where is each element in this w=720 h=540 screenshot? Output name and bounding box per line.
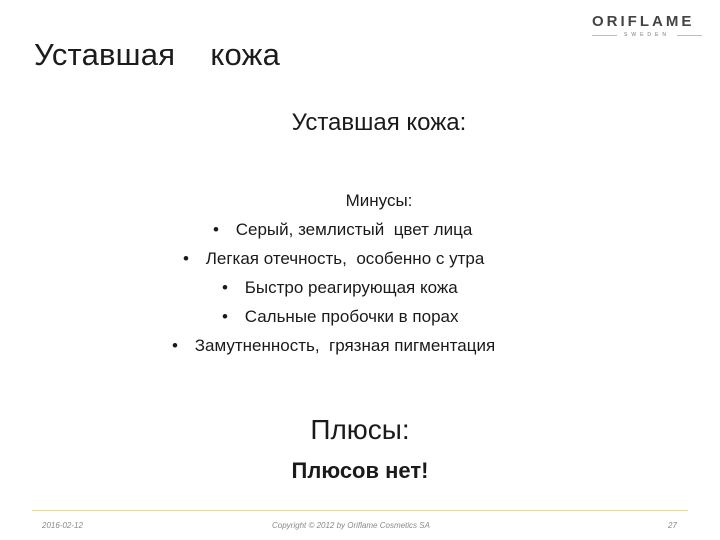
list-item-text: Серый, землистый цвет лица	[235, 220, 473, 239]
footer-copyright: Copyright © 2012 by Oriflame Cosmetics SA	[272, 521, 430, 530]
bullet-icon: •	[222, 278, 228, 297]
logo-subtext: SWEDEN	[624, 32, 670, 38]
pros-text: Плюсов нет!	[291, 458, 429, 483]
logo-wordmark: ORIFLAME	[592, 13, 695, 30]
list-item-text: Легкая отечность, особенно с утра	[205, 249, 485, 268]
list-item	[222, 277, 458, 299]
list-item	[172, 335, 495, 357]
footer-divider	[32, 510, 688, 511]
list-item-text: Сальные пробочки в порах	[244, 307, 459, 326]
bullet-icon: •	[222, 307, 228, 326]
footer-date: 2016-02-12	[42, 521, 83, 530]
list-item-text: Быстро реагирующая кожа	[244, 278, 458, 297]
list-item-text: Замутненность, грязная пигментация	[194, 336, 496, 355]
bullet-icon: •	[183, 249, 189, 268]
logo-rule-right	[677, 35, 702, 36]
slide-title: Уставшая кожа	[34, 37, 281, 72]
page-number: 27	[668, 521, 677, 530]
list-item	[183, 248, 484, 270]
list-item	[213, 219, 472, 241]
bullet-icon: •	[172, 336, 178, 355]
bullet-icon: •	[213, 220, 219, 239]
list-item	[222, 306, 459, 328]
slide-subtitle: Уставшая кожа:	[291, 109, 467, 136]
logo-rule-left	[592, 35, 617, 36]
cons-heading: Минусы:	[345, 191, 413, 210]
pros-heading: Плюсы:	[310, 414, 410, 445]
oriflame-logo	[592, 12, 704, 40]
